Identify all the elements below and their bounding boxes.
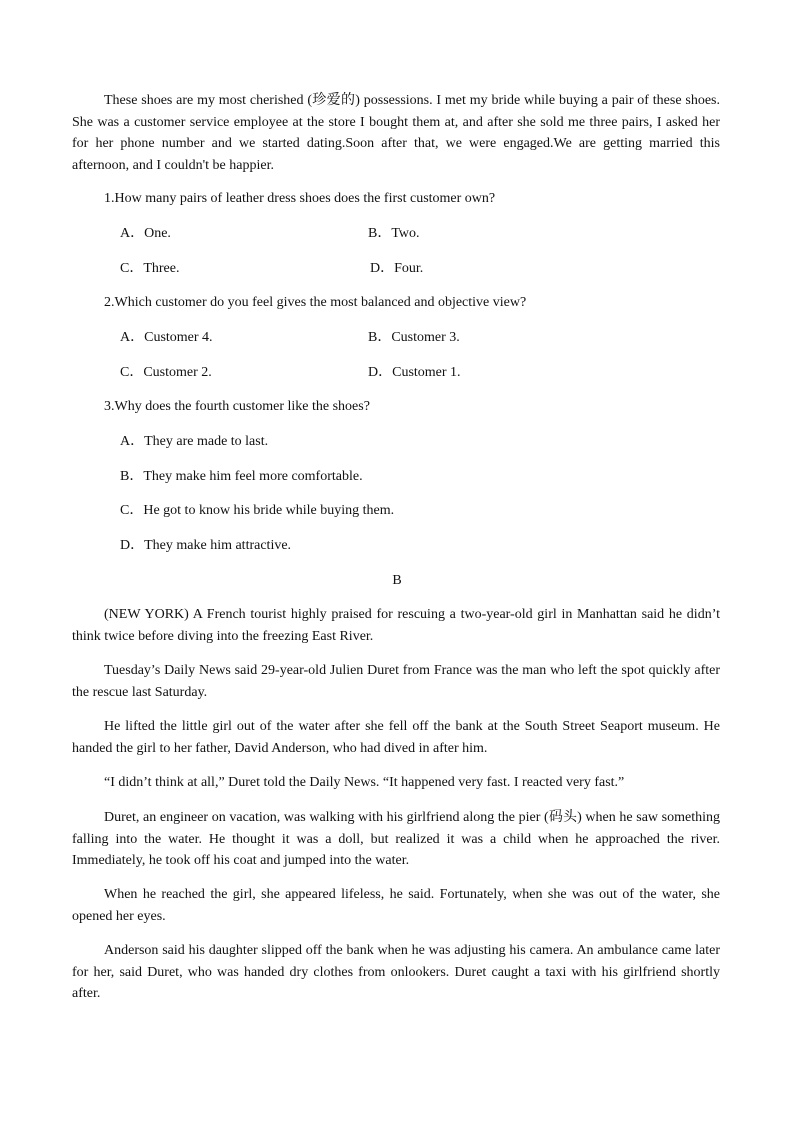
section-b-paragraph-6: When he reached the girl, she appeared lifeless, he said. Fortunately, when she was out of the water, she opened her eyes.	[72, 887, 720, 924]
section-b-paragraph-5: Duret, an engineer on vacation, was walking with his girlfriend along the pier (码头) when he saw something falling into the water. He thought it was a doll, but realized it was a child when he approached the river. Immediately, he took off his coat and jumped into the water.	[72, 810, 720, 868]
question-2-option-d: D．Customer 1.	[368, 365, 461, 380]
section-b-paragraph-2: Tuesday’s Daily News said 29-year-old Julien Duret from France was the man who left the spot quickly after the rescue last Saturday.	[72, 663, 720, 700]
section-b-paragraph-1: (NEW YORK) A French tourist highly praised for rescuing a two-year-old girl in Manhattan said he didn’t think twice before diving into the freezing East River.	[72, 607, 720, 644]
question-3-option-a: A．They are made to last.	[120, 434, 269, 449]
question-1-option-c: C．Three.	[120, 261, 180, 276]
section-b-paragraph-7: Anderson said his daughter slipped off the bank when he was adjusting his camera. An ambulance came later for her, said Duret, who was handed dry clothes from onlookers. Duret caught a taxi with his girlfriend shortly after.	[72, 943, 720, 1001]
question-2-option-b: B．Customer 3.	[368, 330, 460, 345]
section-b-paragraph-4: “I didn’t think at all,” Duret told the Daily News. “It happened very fast. I reacted very fast.”	[104, 775, 625, 790]
question-1-option-d: D．Four.	[370, 261, 424, 276]
question-3-option-b: B．They make him feel more comfortable.	[120, 469, 363, 484]
intro-paragraph: These shoes are my most cherished (珍爱的) possessions. I met my bride while buying a pair of these shoes. She was a customer service employee at the store I bought them at, and after she sold me three pairs, I asked her for her phone number and we started dating.Soon after that, we were engaged.We are getting married this afternoon, and I couldn't be happier.	[72, 93, 720, 173]
question-3-stem: 3.Why does the fourth customer like the shoes?	[104, 399, 370, 414]
question-1-stem: 1.How many pairs of leather dress shoes does the first customer own?	[104, 191, 496, 206]
question-3-option-d: D．They make him attractive.	[120, 538, 292, 553]
question-2-option-a: A．Customer 4.	[120, 330, 213, 345]
section-b-paragraph-3: He lifted the little girl out of the water after she fell off the bank at the South Street Seaport museum. He handed the girl to her father, David Anderson, who had dived in after him.	[72, 719, 720, 756]
question-2-option-c: C．Customer 2.	[120, 365, 212, 380]
section-b-heading: B	[392, 573, 402, 588]
question-1-option-b: B．Two.	[368, 226, 420, 241]
question-2-stem: 2.Which customer do you feel gives the most balanced and objective view?	[104, 295, 527, 310]
question-3-option-c: C．He got to know his bride while buying them.	[120, 503, 395, 518]
question-1-option-a: A．One.	[120, 226, 171, 241]
